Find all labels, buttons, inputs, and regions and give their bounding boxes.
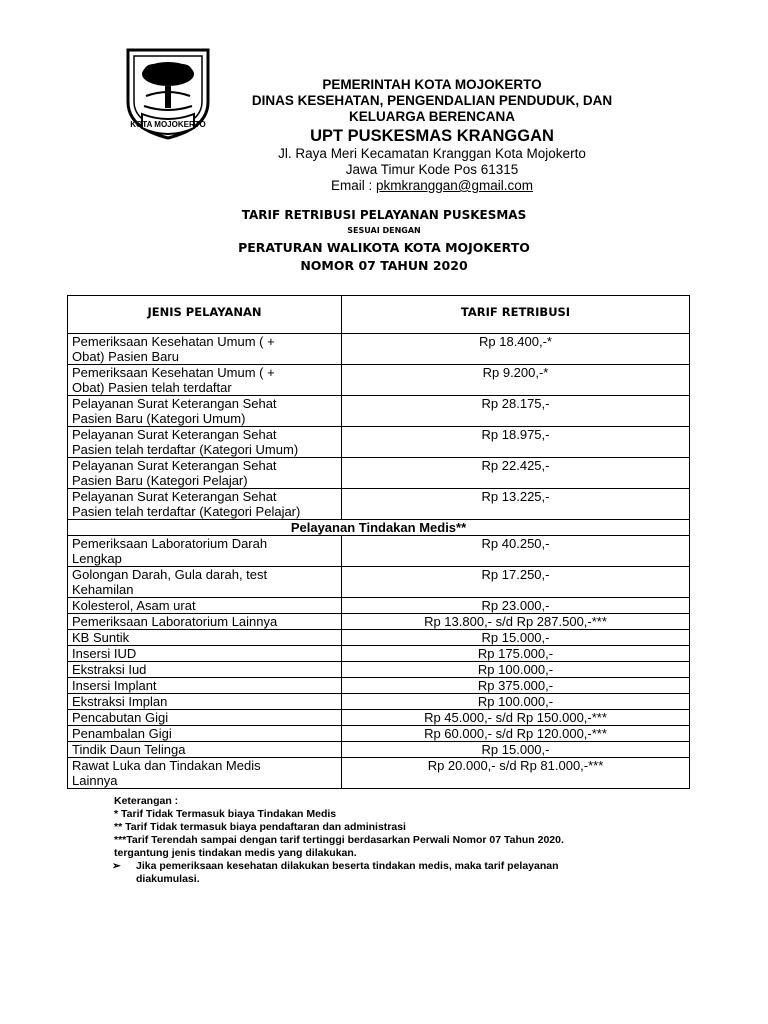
- service-cell: [68, 334, 342, 365]
- table-row: [68, 694, 690, 710]
- column-header-service: JENIS PELAYANAN: [68, 296, 342, 334]
- department-name-line2: KELUARGA BERENCANA: [348, 109, 515, 124]
- service-text: Golongan Darah, Gula darah, test: [72, 567, 268, 582]
- table-row: [68, 710, 690, 726]
- service-cell: Ekstraksi Implan: [68, 694, 342, 710]
- table-row: [68, 458, 690, 489]
- tariff-cell: Rp 175.000,-: [342, 646, 690, 662]
- tariff-cell: Rp 18.975,-: [342, 427, 690, 458]
- tariff-cell: Rp 9.200,-*: [342, 365, 690, 396]
- service-text: Pasien telah terdaftar (Kategori Umum): [72, 442, 299, 457]
- service-text: Pasien Baru (Kategori Pelajar): [72, 473, 248, 488]
- table-row: [68, 365, 690, 396]
- puskesmas-name: UPT PUSKESMAS KRANGGAN: [310, 127, 554, 145]
- service-text: Pemeriksaan Kesehatan Umum ( +: [72, 365, 275, 380]
- letterhead: [220, 77, 644, 194]
- service-cell: Insersi IUD: [68, 646, 342, 662]
- section-row: [68, 520, 690, 536]
- table-header-row: [68, 296, 690, 334]
- section-heading: Pelayanan Tindakan Medis**: [68, 520, 690, 536]
- note-1: * Tarif Tidak Termasuk biaya Tindakan Medis: [114, 808, 337, 820]
- service-text: Kehamilan: [72, 582, 134, 597]
- tariff-cell: Rp 100.000,-: [342, 694, 690, 710]
- table-row: [68, 567, 690, 598]
- service-text: Pasien Baru (Kategori Umum): [72, 411, 246, 426]
- note-4: tergantung jenis tindakan medis yang dilakukan.: [114, 847, 357, 859]
- tariff-cell: Rp 15.000,-: [342, 742, 690, 758]
- table-row: [68, 427, 690, 458]
- city-emblem-logo: [120, 44, 216, 142]
- table-row: [68, 396, 690, 427]
- service-text: Lengkap: [72, 551, 122, 566]
- table-row: [68, 614, 690, 630]
- service-cell: [68, 458, 342, 489]
- note-bullet-line: Jika pemeriksaan kesehatan dilakukan beserta tindakan medis, maka tarif pelayanan: [136, 860, 559, 872]
- tariff-cell: Rp 375.000,-: [342, 678, 690, 694]
- column-header-tariff: TARIF RETRIBUSI: [342, 296, 690, 334]
- tariff-cell: Rp 60.000,- s/d Rp 120.000,-***: [342, 726, 690, 742]
- tariff-table: [67, 295, 690, 789]
- tariff-cell: Rp 13.800,- s/d Rp 287.500,-***: [342, 614, 690, 630]
- service-text: Pelayanan Surat Keterangan Sehat: [72, 458, 277, 473]
- service-cell: [68, 427, 342, 458]
- service-cell: Tindik Daun Telinga: [68, 742, 342, 758]
- email-link[interactable]: pkmkranggan@gmail.com: [375, 178, 534, 193]
- service-cell: Pemeriksaan Laboratorium Lainnya: [68, 614, 342, 630]
- table-row: [68, 489, 690, 520]
- service-text: Pelayanan Surat Keterangan Sehat: [72, 396, 277, 411]
- service-cell: [68, 365, 342, 396]
- tariff-cell: Rp 13.225,-: [342, 489, 690, 520]
- title-main: TARIF RETRIBUSI PELAYANAN PUSKESMAS: [241, 208, 527, 222]
- regulation-title: PERATURAN WALIKOTA KOTA MOJOKERTO: [238, 240, 530, 255]
- service-cell: Pencabutan Gigi: [68, 710, 342, 726]
- tariff-cell: Rp 28.175,-: [342, 396, 690, 427]
- service-text: Pemeriksaan Kesehatan Umum ( +: [72, 334, 275, 349]
- tariff-cell: Rp 100.000,-: [342, 662, 690, 678]
- note-bullet-text: [136, 860, 559, 886]
- note-2: ** Tarif Tidak termasuk biaya pendaftaran dan administrasi: [114, 821, 406, 833]
- service-cell: [68, 396, 342, 427]
- service-text: Obat) Pasien telah terdaftar: [72, 380, 232, 395]
- service-cell: [68, 567, 342, 598]
- service-text: Pemeriksaan Laboratorium Darah: [72, 536, 268, 551]
- tariff-cell: Rp 45.000,- s/d Rp 150.000,-***: [342, 710, 690, 726]
- table-row: [68, 678, 690, 694]
- tariff-cell: Rp 18.400,-*: [342, 334, 690, 365]
- regulation-number: NOMOR 07 TAHUN 2020: [300, 258, 468, 273]
- tariff-cell: Rp 23.000,-: [342, 598, 690, 614]
- service-cell: [68, 489, 342, 520]
- table-row: [68, 334, 690, 365]
- email-line: [220, 178, 644, 194]
- notes-title: Keterangan :: [114, 795, 179, 807]
- title-sub: SESUAI DENGAN: [347, 226, 421, 235]
- tariff-cell: Rp 15.000,-: [342, 630, 690, 646]
- logo-text: KOTA MOJOKERTO: [130, 120, 206, 129]
- note-bullet-line: diakumulasi.: [136, 873, 200, 885]
- service-cell: Penambalan Gigi: [68, 726, 342, 742]
- tariff-cell: Rp 17.250,-: [342, 567, 690, 598]
- document-title-block: [150, 207, 618, 275]
- service-text: Lainnya: [72, 773, 118, 788]
- address-line1: Jl. Raya Meri Kecamatan Kranggan Kota Mojokerto: [278, 146, 586, 161]
- service-cell: Kolesterol, Asam urat: [68, 598, 342, 614]
- table-row: [68, 742, 690, 758]
- service-text: Rawat Luka dan Tindakan Medis: [72, 758, 261, 773]
- email-label: Email :: [330, 178, 376, 193]
- service-text: Obat) Pasien Baru: [72, 349, 179, 364]
- tariff-cell: Rp 22.425,-: [342, 458, 690, 489]
- service-text: Pasien telah terdaftar (Kategori Pelajar): [72, 504, 301, 519]
- tariff-cell: Rp 40.250,-: [342, 536, 690, 567]
- service-cell: [68, 758, 342, 789]
- service-cell: KB Suntik: [68, 630, 342, 646]
- service-cell: Insersi Implant: [68, 678, 342, 694]
- service-cell: [68, 536, 342, 567]
- table-row: [68, 536, 690, 567]
- service-cell: Ekstraksi Iud: [68, 662, 342, 678]
- table-row: [68, 726, 690, 742]
- service-text: Pelayanan Surat Keterangan Sehat: [72, 489, 277, 504]
- department-name-line1: DINAS KESEHATAN, PENGENDALIAN PENDUDUK, DAN: [251, 93, 613, 108]
- tariff-cell: Rp 20.000,- s/d Rp 81.000,-***: [342, 758, 690, 789]
- notes-section: [114, 795, 674, 886]
- service-text: Pelayanan Surat Keterangan Sehat: [72, 427, 277, 442]
- table-row: [68, 758, 690, 789]
- address-line2: Jawa Timur Kode Pos 61315: [345, 162, 519, 177]
- government-name: PEMERINTAH KOTA MOJOKERTO: [322, 77, 542, 92]
- note-3: ***Tarif Terendah sampai dengan tarif tertinggi berdasarkan Perwali Nomor 07 Tahun 2020.: [114, 834, 564, 846]
- arrow-bullet-icon: ➢: [112, 860, 121, 872]
- table-row: [68, 630, 690, 646]
- table-row: [68, 646, 690, 662]
- table-row: [68, 598, 690, 614]
- note-bullet: [112, 860, 674, 886]
- table-row: [68, 662, 690, 678]
